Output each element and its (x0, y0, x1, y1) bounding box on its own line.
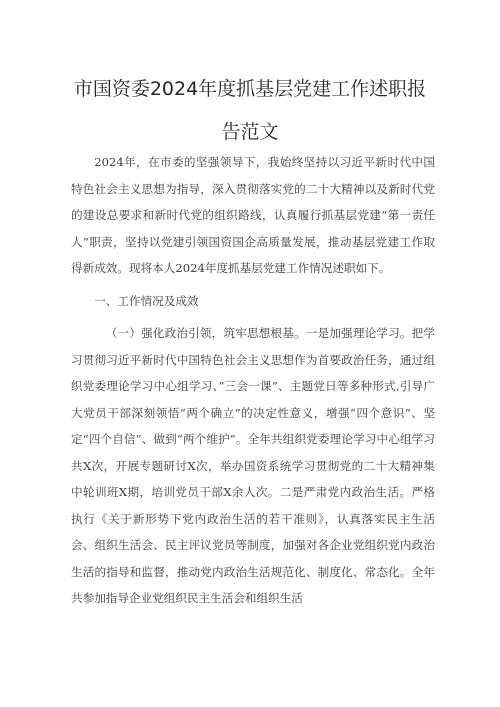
section-1-paragraph-1: （一）强化政治引领，筑牢思想根基。一是加强理论学习。把学习贯彻习近平新时代中国特色社会主义思想作为首要政治任务，通过组织党委理论学习中心组学习、”三会一课”、主题党日等多种形式,引导广大党员干部深刻领悟“两个确立”的决定性意义，增强“四个意识”、坚定“四个自信”、做到“两个维护”。全年共组织党委理论学习中心组学习共X次，开展专题研讨X次，举办国资系统学习贯彻党的二十大精神集中轮训班X期，培训党员干部X余人次。二是严肃党内政治生活。严格执行《关于新形势下党内政治生活的若干准则》，认真落实民主生活会、组织生活会、民主评议党员等制度，加强对各企业党组织党内政治生活的指导和监督，推动党内政治生活规范化、制度化、常态化。全年共参加指导企业党组织民主生活会和组织生活 (71, 326, 435, 605)
document-title-line-2: 告范文 (221, 121, 279, 143)
intro-paragraph: 2024年，在市委的坚强领导下，我始终坚持以习近平新时代中国特色社会主义思想为指导，深入贯彻落实党的二十大精神以及新时代党的建设总要求和新时代党的组织路线，认真履行抓基层党建“第一责任人”职责，坚持以党建引领国资国企高质量发展，推动基层党建工作取得新成效。现将本人2024年度抓基层党建工作情况述职如下。 (71, 155, 435, 275)
document-title-line-1: 市国资委2024年度抓基层党建工作述职报 (73, 78, 427, 100)
section-heading-1: 一、工作情况及成效 (94, 293, 199, 308)
document-body (71, 149, 435, 612)
